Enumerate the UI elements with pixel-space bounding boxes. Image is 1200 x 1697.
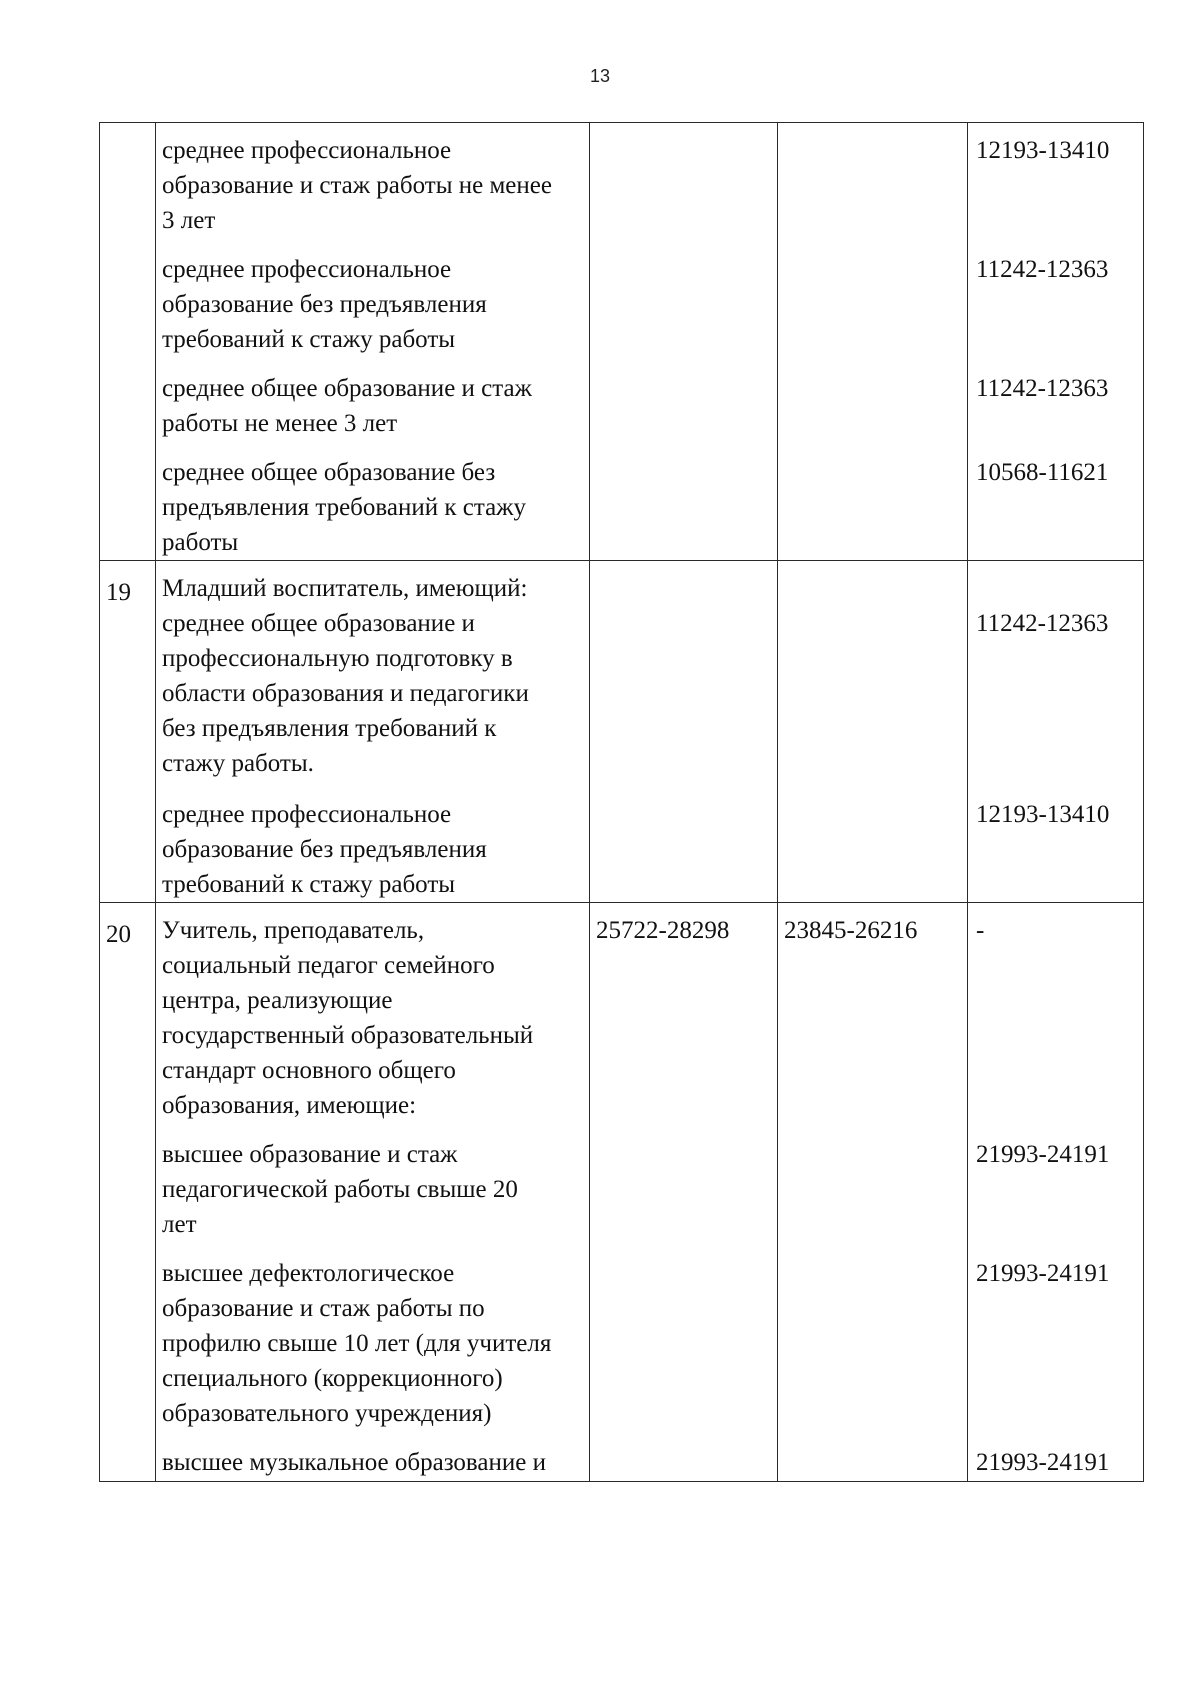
- qualification-text: среднее профессиональное образование и стаж работы не менее 3 лет: [162, 137, 552, 234]
- qualification-text: среднее профессиональное образование без предъявления требований к стажу работы: [162, 256, 487, 353]
- dash-value: -: [976, 917, 985, 944]
- qualification-text: среднее профессиональное образование без предъявления требований к стажу работы: [162, 801, 487, 898]
- description-cell: [156, 561, 590, 903]
- rate-cell-a: [590, 903, 778, 1482]
- description-cell: [156, 123, 590, 561]
- row-number: [100, 123, 156, 561]
- table-row: [100, 561, 1144, 903]
- salary-range: 12193-13410: [976, 801, 1110, 828]
- description-cell: [156, 903, 590, 1482]
- rate-cell-a: [590, 561, 778, 903]
- salary-table: [99, 122, 1144, 1482]
- position-title: Младший воспитатель, имеющий:: [162, 575, 528, 602]
- row-number: 20: [100, 903, 156, 1482]
- salary-range: 11242-12363: [976, 256, 1109, 283]
- salary-cell: [968, 903, 1144, 1482]
- qualification-text: высшее музыкальное образование и: [162, 1449, 546, 1476]
- qualification-text: среднее общее образование и стаж работы не менее 3 лет: [162, 375, 532, 437]
- salary-range: 10568-11621: [976, 459, 1109, 486]
- salary-range: 21993-24191: [976, 1449, 1110, 1476]
- rate-cell-b: [778, 903, 968, 1482]
- qualification-text: среднее общее образование без предъявления требований к стажу работы: [162, 459, 526, 556]
- salary-cell: [968, 123, 1144, 561]
- page-number: 13: [589, 66, 611, 86]
- salary-cell: [968, 561, 1144, 903]
- rate-value: 25722-28298: [596, 917, 730, 944]
- salary-range: 21993-24191: [976, 1260, 1110, 1287]
- salary-range: 11242-12363: [976, 610, 1109, 637]
- rate-cell-a: [590, 123, 778, 561]
- salary-range: 12193-13410: [976, 137, 1110, 164]
- table-row: [100, 903, 1144, 1482]
- qualification-text: высшее образование и стаж педагогической работы свыше 20 лет: [162, 1141, 518, 1238]
- row-number: 19: [100, 561, 156, 903]
- rate-cell-b: [778, 561, 968, 903]
- salary-range: 21993-24191: [976, 1141, 1110, 1168]
- table-row: [100, 123, 1144, 561]
- rate-value: 23845-26216: [784, 917, 918, 944]
- rate-cell-b: [778, 123, 968, 561]
- qualification-text: высшее дефектологическое образование и стаж работы по профилю свыше 10 лет (для учителя специального (коррекционного) образовательного учреждения): [162, 1260, 552, 1427]
- qualification-text: среднее общее образование и профессиональную подготовку в области образования и педагогики без предъявления требований к стажу работы.: [162, 610, 529, 777]
- position-title: Учитель, преподаватель, социальный педагог семейного центра, реализующие государственный образовательный стандарт основного общего образования, имеющие:: [162, 917, 534, 1119]
- salary-range: 11242-12363: [976, 375, 1109, 402]
